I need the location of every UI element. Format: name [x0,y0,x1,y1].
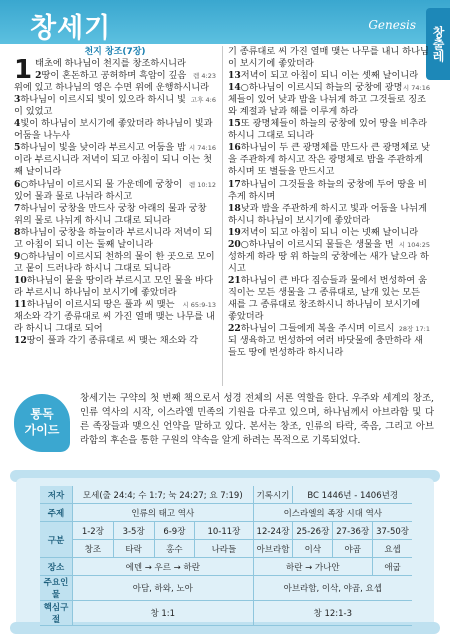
verse-text: 하나님이 뭍을 땅이라 부르시고 모인 물을 바다라 부르시니 하나님이 보시기에 좋았더라 [14,274,213,298]
verse-text: ○하나님이 이르시되 하늘의 궁창에 광명체들이 있어 낮과 밤을 나뉘게 하고 그것들로 징조와 계절과 날과 해를 이루게 하라 [228,82,426,118]
verse-text: 땅이 혼돈하고 공허하며 흑암이 깊음 위에 있고 하나님의 영은 수면 위에 운행하시니라 [14,70,210,94]
cross-reference: 시 74:16 [188,144,216,153]
verse-number: 3 [14,94,21,106]
right-column [228,46,430,359]
verse [228,323,430,359]
verse-number: 21 [228,274,241,286]
division-name: 타락 [113,540,154,558]
division-label: 구분 [40,522,73,558]
verse-number: 5 [14,142,21,154]
place-left: 에덴 → 우르 → 하란 [73,558,254,576]
division-name: 나라들 [195,540,253,558]
division-name: 창조 [73,540,114,558]
section-heading: 천지 창조(7장) [84,47,146,57]
reading-guide-text: 창세기는 구약의 첫 번째 책으로서 성경 전체의 서론 역할을 한다. 우주와 세계의 창조, 인류 역사의 시작, 이스라엘 민족의 기원을 다루고 있으며, 하나님께서 아브라함 및 다른 족장들과 맺으신 언약을 말하고 있다. 본서는 창조, 인류의 타락, 죽음, 그리고 아브라함의 후손을 통한 구원의 약속을 알게 하려는 목적으로 기록되었다. [80,393,434,446]
key-verse-right: 창 12:1-3 [253,601,412,626]
cross-reference: 렘 10:12 [188,180,216,189]
division-name-row [40,540,412,558]
verse [228,118,430,142]
book-english-title: Genesis [368,18,416,32]
verse-text: 땅이 풀과 각기 종류대로 씨 맺는 채소와 각 [26,335,199,347]
verse-number: 15 [228,118,241,130]
book-title: 창세기 [30,13,112,44]
verse [14,227,216,251]
verse-text: 하나님이 이르시되 땅은 풀과 씨 맺는 채소와 각기 종류대로 씨 가진 열매 맺는 나무를 내라 하시니 그대로 되어 [14,298,215,335]
badge-line-1: 통독 [30,407,54,421]
verse-number: 4 [14,118,21,130]
reading-guide-badge [14,394,70,452]
verse-number: 10 [14,274,27,286]
theme-row [40,504,412,522]
key-verse-row [40,601,412,626]
verse-number: 9 [14,250,21,262]
verse-text: 하나님이 궁창을 하늘이라 부르시니라 저녁이 되고 아침이 되니 이는 둘째 날이니라 [14,226,213,250]
date-value: BC 1446년 - 1406년경 [293,486,412,504]
people-row [40,576,412,601]
verse-text: 하나님이 큰 바다 짐승들과 물에서 번성하여 움직이는 모든 생물을 그 종류대로, 날개 있는 모든 새를 그 종류대로 창조하시니 하나님이 보시기에 좋았더라 [228,274,427,323]
theme-right: 이스라엘의 족장 시대 역사 [253,504,412,522]
verse-number: 16 [228,142,241,154]
verse-number: 13 [228,70,241,82]
division-cell: 6-9장 [154,522,195,540]
verse [228,275,430,323]
division-cell: 25-26장 [293,522,333,540]
place-mid: 하란 → 가나안 [253,558,373,576]
division-name: 야곱 [333,540,373,558]
key-verse-left: 창 1:1 [73,601,254,626]
division-cell: 37-50장 [373,522,412,540]
division-name: 요셉 [373,540,412,558]
verse-number: 7 [14,202,21,214]
verse [14,70,216,94]
verse-number: 8 [14,226,21,238]
verse-number: 6 [14,178,21,190]
verse-text: 기 종류대로 씨 가진 열매 맺는 나무를 내니 하나님이 보시기에 좋았더라 [228,46,429,70]
verse-number: 22 [228,323,241,335]
theme-left: 인류의 태고 역사 [73,504,254,522]
verse-text: 낮과 밤을 주관하게 하시고 빛과 어둠을 나뉘게 하시니 하나님이 보시기에 좋았더라 [228,202,427,226]
cross-reference: 시 74:16 [402,84,430,93]
verse-text: 하나님이 그것들을 하늘의 궁창에 두어 땅을 비추게 하시며 [228,178,427,202]
verse-text: 태초에 하나님이 천지를 창조하시니라 [35,58,186,70]
verse-number: 19 [228,226,241,238]
verse-number: 17 [228,178,241,190]
division-name: 홍수 [154,540,195,558]
place-right: 애굽 [373,558,412,576]
verse [228,142,430,178]
division-cell: 3-5장 [113,522,154,540]
place-label: 장소 [40,558,73,576]
place-row [40,558,412,576]
column-divider [222,46,223,386]
division-row [40,522,412,540]
verse [228,239,430,275]
theme-label: 주제 [40,504,73,522]
verse [228,227,430,239]
key-verse-label: 핵심구절 [40,601,73,626]
division-name: 아브라함 [253,540,293,558]
left-column [14,46,216,347]
author-value: 모세(출 24:4; 수 1:7; 눅 24:27; 요 7:19) [73,486,254,504]
side-index-tab[interactable]: 창출레 [426,8,450,80]
badge-line-2: 가이드 [24,423,60,437]
scripture-columns [14,46,428,386]
verse [14,299,216,335]
verse [14,94,216,118]
verse [228,203,430,227]
verse-text: 하나님이 궁창을 만드사 궁창 아래의 물과 궁창 위의 물로 나뉘게 하시니 그대로 되니라 [14,202,207,226]
division-cell: 1-2장 [73,522,114,540]
verse-text: ○하나님이 이르시되 물들은 생물을 번성하게 하라 땅 위 하늘의 궁창에는 새가 날으라 하시고 [228,238,429,274]
division-cell: 10-11장 [195,522,253,540]
verse [14,142,216,178]
people-right: 아브라함, 이삭, 야곱, 요셉 [253,576,412,601]
verse-number: 20 [228,238,241,250]
verse [228,82,430,118]
verse [14,179,216,203]
cross-reference: 렘 4:23 [193,72,216,81]
verse [228,179,430,203]
division-name: 이삭 [293,540,333,558]
book-info-table [40,486,412,626]
verse-text: ○하나님이 이르시되 천하의 물이 한 곳으로 모이고 뭍이 드러나라 하시니 그대로 되니라 [14,250,215,274]
author-label: 저자 [40,486,73,504]
verse [14,118,216,142]
verse-number: 2 [35,70,42,82]
division-cell: 27-36장 [333,522,373,540]
verse [14,275,216,299]
verse-number: 14 [228,82,241,94]
verse-text: 하나님이 두 큰 광명체를 만드사 큰 광명체로 낮을 주관하게 하시고 작은 광명체로 밤을 주관하게 하시며 또 별들을 만드시고 [228,142,430,178]
cross-reference: 시 65:9-13 [182,300,216,309]
verse-number: 12 [14,335,27,347]
verse-text: 빛이 하나님이 보시기에 좋았더라 하나님이 빛과 어둠을 나누사 [14,118,213,142]
people-left: 아담, 하와, 노아 [73,576,254,601]
verse-text: 하나님이 이르시되 빛이 있으라 하시니 빛이 있었고 [14,94,186,118]
verse-text: 또 광명체들이 하늘의 궁창에 있어 땅을 비추라 하시니 그대로 되니라 [228,118,427,142]
verse [14,203,216,227]
cross-reference: 시 104:25 [398,240,430,249]
reading-guide [14,392,434,464]
verse-text: 하나님이 빛을 낮이라 부르시고 어둠을 밤이라 부르시니라 저녁이 되고 아침이 되니 이는 첫째 날이니라 [14,142,212,178]
verse [228,46,430,70]
verse [14,251,216,275]
verse-text: 저녁이 되고 아침이 되니 이는 넷째 날이니라 [240,226,419,238]
verse-number: 18 [228,202,241,214]
people-label: 주요인물 [40,576,73,601]
date-label: 기록시기 [253,486,293,504]
drop-cap-verse-number: 1 [14,55,33,86]
verse [228,70,430,82]
verse [14,335,216,347]
division-cell: 12-24장 [253,522,293,540]
verse-number: 11 [14,298,27,310]
verse-text: 하나님이 그들에게 복을 주시며 이르시되 생육하고 번성하여 여러 바닷물에 충만하라 새들도 땅에 번성하라 하시니라 [228,323,424,359]
author-row [40,486,412,504]
page-header [0,0,450,44]
cross-reference: 28장 17:1 [398,325,430,334]
verse-text: ○하나님이 이르시되 물 가운데에 궁창이 있어 물과 물로 나뉘라 하시고 [14,178,183,202]
cross-reference: 고후 4:6 [190,96,216,105]
verse-text: 저녁이 되고 아침이 되니 이는 셋째 날이니라 [240,70,419,82]
